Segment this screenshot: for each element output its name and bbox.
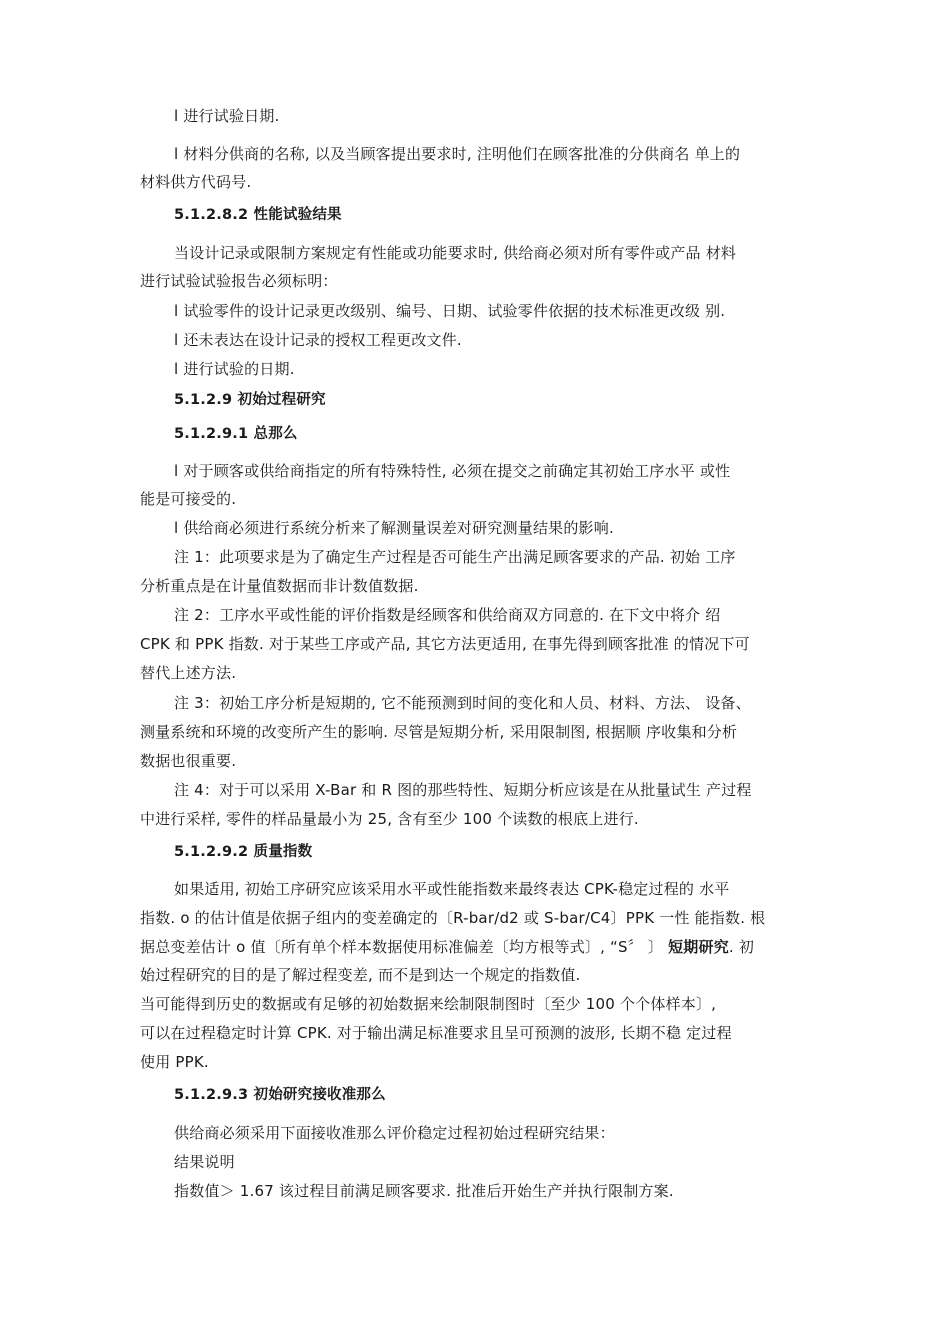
- note-3: 注 3：初始工序分析是短期的, 它不能预测到时间的变化和人员、材料、方法、 设备、: [174, 694, 751, 712]
- para-quality-index-cont-3: 始过程研究的目的是了解过程变差, 而不是到达一个规定的指数值.: [140, 966, 581, 984]
- para-performance-requirement: 当设计记录或限制方案规定有性能或功能要求时, 供给商必须对所有零件或产品 材料: [174, 244, 737, 262]
- para-index-value: 指数值＞ 1.67 该过程目前满足顾客要求. 批准后开始生产并执行限制方案.: [174, 1182, 674, 1200]
- heading-5-1-2-9-1: 5.1.2.9.1 总那么: [174, 426, 298, 442]
- bullet-engineering-change: l 还未表达在设计记录的授权工程更改文件.: [174, 331, 462, 349]
- para-history-data: 当可能得到历史的数据或有足够的初始数据来绘制限制图时〔至少 100 个个体样本〕,: [140, 995, 717, 1013]
- heading-5-1-2-9-3: 5.1.2.9.3 初始研究接收准那么: [174, 1087, 386, 1103]
- heading-5-1-2-9: 5.1.2.9 初始过程研究: [174, 392, 326, 408]
- note-3-cont-2: 数据也很重要.: [140, 752, 237, 770]
- para-history-data-cont-2: 使用 PPK.: [140, 1053, 209, 1071]
- para-result-explanation: 结果说明: [174, 1153, 235, 1171]
- note-4-cont: 中进行采样, 零件的样品量最小为 25, 含有至少 100 个读数的根底上进行.: [140, 810, 639, 828]
- heading-5-1-2-8-2: 5.1.2.8.2 性能试验结果: [174, 207, 342, 223]
- text-segment-end: . 初: [728, 938, 755, 956]
- bullet-special-characteristics-cont: 能是可接受的.: [140, 490, 237, 508]
- para-acceptance-criteria: 供给商必须采用下面接收准那么评价稳定过程初始过程研究结果：: [174, 1124, 615, 1142]
- note-1-cont: 分析重点是在计量值数据而非计数值数据.: [140, 577, 419, 595]
- note-4: 注 4：对于可以采用 X-Bar 和 R 图的那些特性、短期分析应该是在从批量试生 产过程: [174, 781, 752, 799]
- note-3-cont: 测量系统和环境的改变所产生的影响. 尽管是短期分析, 采用限制图, 根据顺 序收集和分析: [140, 723, 738, 741]
- bullet-design-record-level: l 试验零件的设计记录更改级别、编号、日期、试验零件依据的技术标准更改级 别.: [174, 302, 726, 320]
- note-2-cont: CPK 和 PPK 指数. 对于某些工序或产品, 其它方法更适用, 在事先得到顾客批准 的情况下可: [140, 635, 750, 653]
- note-2-cont-2: 替代上述方法.: [140, 664, 237, 682]
- bullet-subsupplier-name-cont: 材料供方代码号.: [140, 173, 252, 191]
- bullet-test-date: l 进行试验日期.: [174, 107, 280, 125]
- para-quality-index-cont-2: [140, 937, 754, 957]
- bullet-measurement-analysis: l 供给商必须进行系统分析来了解测量误差对研究测量结果的影响.: [174, 519, 614, 537]
- bullet-subsupplier-name: l 材料分供商的名称, 以及当顾客提出要求时, 注明他们在顾客批准的分供商名 单上的: [174, 145, 741, 163]
- bullet-test-date-2: l 进行试验的日期.: [174, 360, 295, 378]
- heading-5-1-2-9-2: 5.1.2.9.2 质量指数: [174, 844, 313, 860]
- para-history-data-cont: 可以在过程稳定时计算 CPK. 对于输出满足标准要求且呈可预测的波形, 长期不稳 定过程: [140, 1024, 732, 1042]
- text-segment-bold: 短期研究: [668, 938, 729, 956]
- para-quality-index: 如果适用, 初始工序研究应该采用水平或性能指数来最终表达 CPK-稳定过程的 水平: [174, 880, 730, 898]
- para-quality-index-cont: 指数. o 的估计值是依据子组内的变差确定的〔R-bar/d2 或 S-bar/C4〕PPK 一性 能指数. 根: [140, 909, 766, 927]
- para-performance-requirement-cont: 进行试验试验报告必须标明：: [140, 272, 338, 290]
- text-segment: 据总变差估计 o 值〔所有单个样本数据使用标准偏差〔均方根等式〕, “S〞 〕: [140, 938, 669, 956]
- note-2: 注 2：工序水平或性能的评价指数是经顾客和供给商双方同意的. 在下文中将介 绍: [174, 606, 721, 624]
- note-1: 注 1：此项要求是为了确定生产过程是否可能生产出满足顾客要求的产品. 初始 工序: [174, 548, 736, 566]
- bullet-special-characteristics: l 对于顾客或供给商指定的所有特殊特性, 必须在提交之前确定其初始工序水平 或性: [174, 462, 731, 480]
